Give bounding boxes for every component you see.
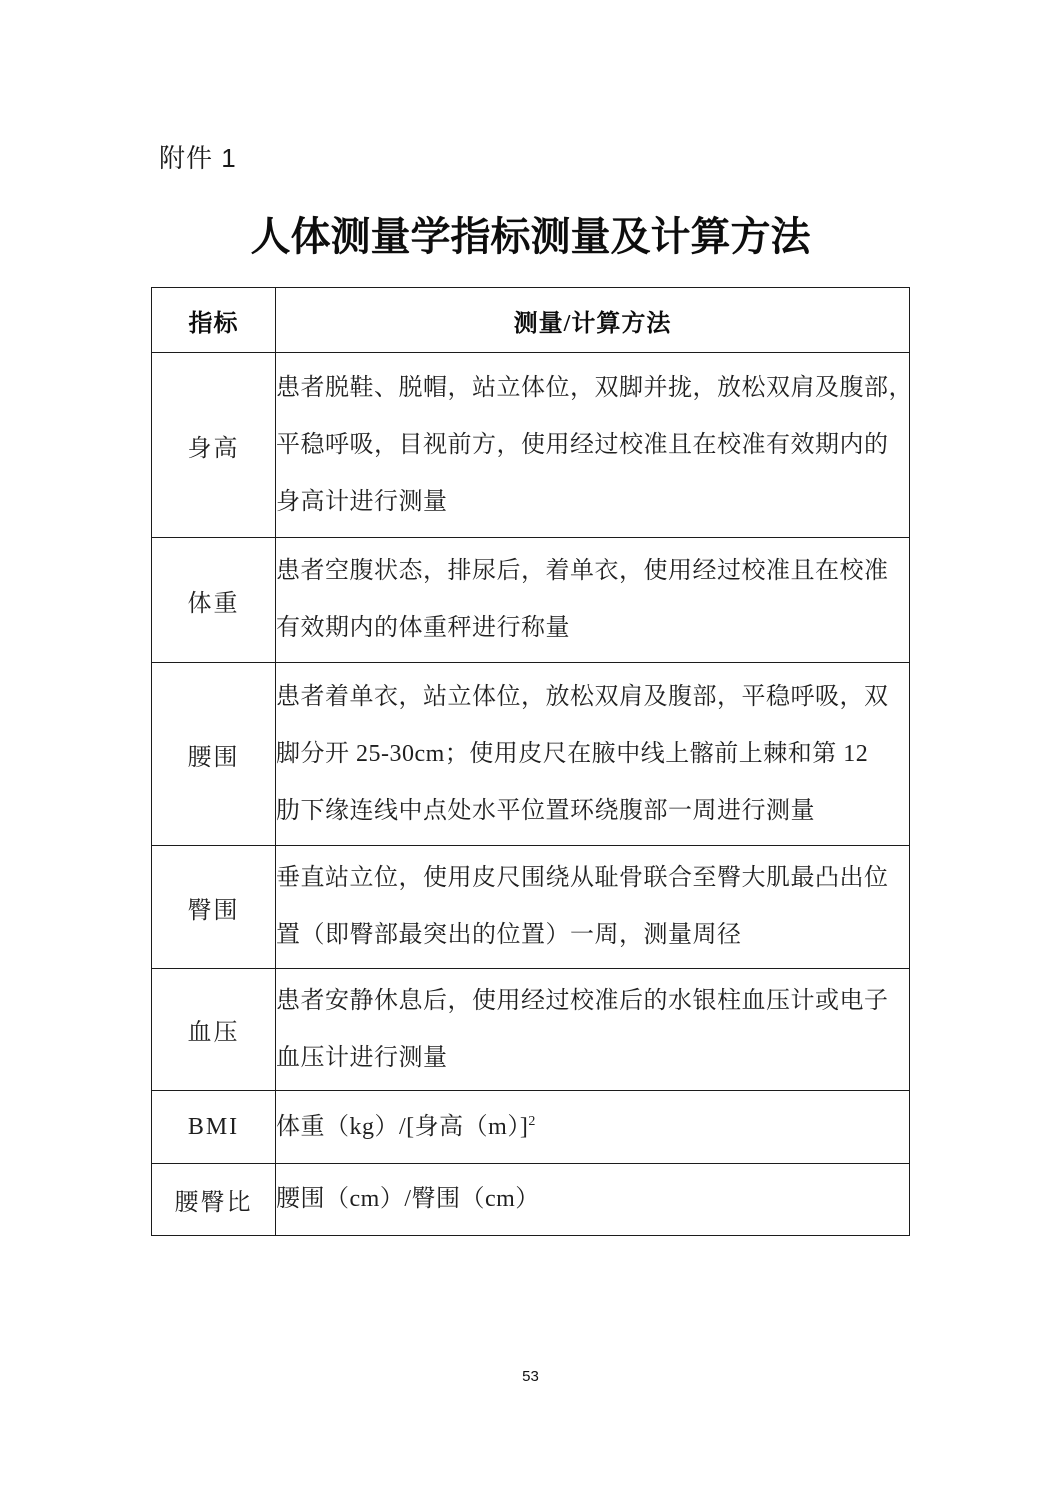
header-method: 测量/计算方法 xyxy=(276,288,910,353)
desc-line xyxy=(276,1099,909,1156)
desc-line: 患者安静休息后，使用经过校准后的水银柱血压计或电子 xyxy=(276,987,889,1014)
row-desc-bmi xyxy=(276,1091,910,1164)
table-row-blood-pressure xyxy=(152,969,910,1091)
row-label-hip: 臀围 xyxy=(152,846,276,969)
table-row-height xyxy=(152,353,910,538)
row-desc-height xyxy=(276,353,913,538)
desc-line: 平稳呼吸，目视前方，使用经过校准且在校准有效期内的 xyxy=(276,431,889,458)
row-desc-hip xyxy=(276,846,910,969)
row-desc-weight xyxy=(276,538,910,663)
table-row-hip xyxy=(152,846,910,969)
table-row-waist-hip-ratio xyxy=(152,1164,910,1236)
row-desc-blood-pressure xyxy=(276,969,910,1091)
attachment-label: 附件 1 xyxy=(159,143,237,173)
desc-line: 患者空腹状态，排尿后，着单衣，使用经过校准且在校准 xyxy=(276,558,889,584)
desc-line: 患者脱鞋、脱帽，站立体位，双脚并拢，放松双肩及腹部， xyxy=(276,374,913,401)
table-row-weight xyxy=(152,538,910,663)
row-label-bmi: BMI xyxy=(152,1091,276,1164)
table-header-row xyxy=(152,288,910,353)
desc-line: 肋下缘连线中点处水平位置环绕腹部一周进行测量 xyxy=(276,797,815,824)
desc-line: 患者着单衣，站立体位，放松双肩及腹部，平稳呼吸，双 xyxy=(276,683,889,710)
row-label-height: 身高 xyxy=(152,353,276,538)
table-row-bmi xyxy=(152,1091,910,1164)
desc-line: 身高计进行测量 xyxy=(276,488,448,515)
page-number: 53 xyxy=(522,1368,539,1385)
desc-line: 脚分开 25-30cm；使用皮尺在腋中线上髂前上棘和第 12 xyxy=(276,740,869,767)
row-label-waist: 腰围 xyxy=(152,663,276,846)
desc-line: 血压计进行测量 xyxy=(276,1044,448,1071)
row-label-blood-pressure: 血压 xyxy=(152,969,276,1091)
row-desc-waist xyxy=(276,663,910,846)
desc-line: 有效期内的体重秤进行称量 xyxy=(276,615,570,641)
document-title: 人体测量学指标测量及计算方法 xyxy=(250,214,811,259)
desc-line: 置（即臀部最突出的位置）一周，测量周径 xyxy=(276,922,742,948)
measurement-table xyxy=(151,287,913,1236)
row-desc-waist-hip-ratio xyxy=(276,1164,910,1236)
table-row-waist xyxy=(152,663,910,846)
header-indicator: 指标 xyxy=(152,288,276,353)
row-label-waist-hip-ratio: 腰臀比 xyxy=(152,1164,276,1236)
bmi-formula-base: 体重（kg）/[身高（m）] xyxy=(276,1113,529,1140)
bmi-formula-exponent: 2 xyxy=(528,1113,536,1129)
desc-line: 腰围（cm）/臀围（cm） xyxy=(276,1186,540,1212)
row-label-weight: 体重 xyxy=(152,538,276,663)
desc-line: 垂直站立位，使用皮尺围绕从耻骨联合至臀大肌最凸出位 xyxy=(276,865,889,891)
